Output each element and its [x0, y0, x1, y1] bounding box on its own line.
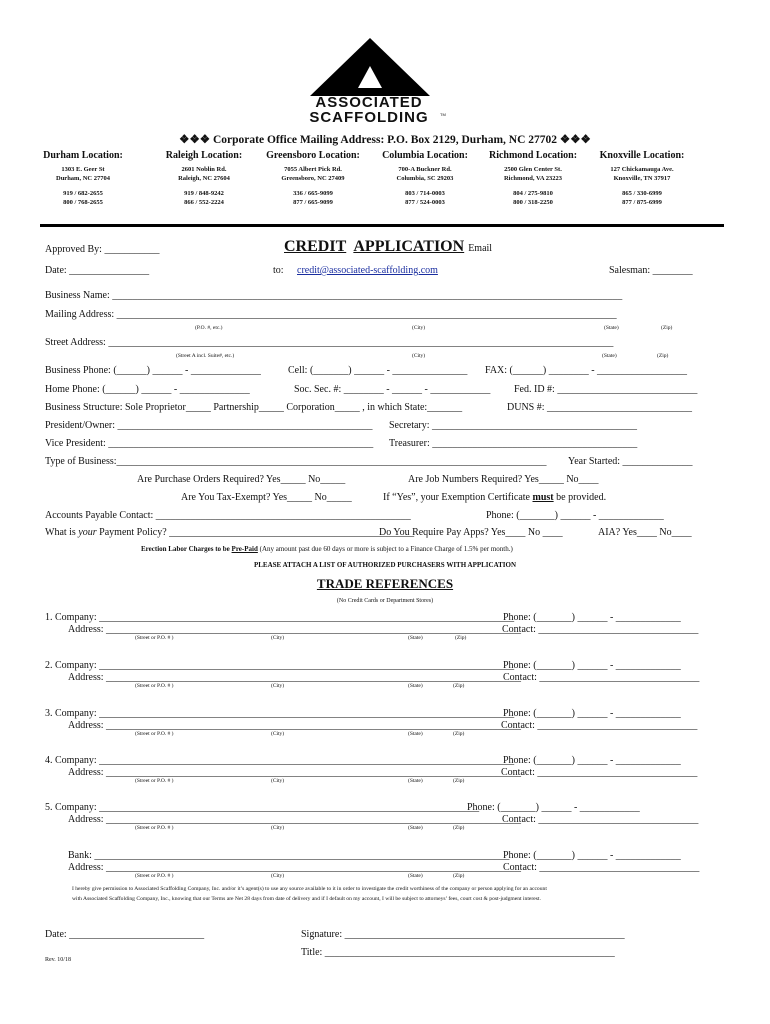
- location-name: Columbia Location:: [382, 150, 468, 161]
- ref-sub-state: (State): [408, 778, 423, 784]
- mailing-address-field[interactable]: Mailing Address: ____________________________________________________________________________________________________: [45, 309, 617, 320]
- email-label: Email: [468, 243, 493, 254]
- sub-street: (Street A incl. Suite#, etc.): [176, 353, 235, 359]
- permission-line-1: I hereby give permission to Associated Scaffolding Company, Inc. and/or it’s agent(s) to use any source available to it in order to investigate the credit worthiness of the company or person applying for an account: [72, 886, 547, 892]
- location-phone2: 877 / 665-9099: [293, 199, 333, 206]
- location-columbia: [369, 150, 481, 207]
- ref-phone-field[interactable]: Phone: (_______) ______ - _____________: [503, 708, 681, 719]
- ref-sub-city: (City): [271, 778, 285, 784]
- ref-sub-city: (City): [271, 873, 285, 879]
- location-greensboro: [257, 150, 369, 207]
- location-address2: Greensboro, NC 27409: [281, 175, 345, 182]
- salesman-field[interactable]: Salesman: ________: [609, 265, 693, 276]
- sub-zip: (Zip): [661, 325, 673, 331]
- business-name-field[interactable]: Business Name: ______________________________________________________________________________________________________: [45, 290, 623, 301]
- ref-sub-state: (State): [408, 825, 423, 831]
- ref-sub-street: (Street or P.O. # ): [135, 825, 174, 831]
- ref-contact-field[interactable]: Contact: ________________________________: [502, 814, 699, 825]
- ref-address-field[interactable]: Address: ___________________________________________________________________________________: [68, 720, 522, 731]
- ref-address-field[interactable]: Address: ___________________________________________________________________________________: [68, 767, 522, 778]
- business-structure-field[interactable]: Business Structure: Sole Proprietor_____ Partnership_____ Corporation_____ , in which State:_______: [45, 402, 463, 413]
- ref-sub-city: (City): [271, 825, 285, 831]
- location-name: Durham Location:: [43, 150, 123, 161]
- exemption-must: must: [532, 492, 554, 503]
- sub-po: (P.O. #, etc.): [195, 325, 223, 331]
- business-phone-field[interactable]: Business Phone: (______) ______ - ______________: [45, 365, 261, 376]
- ref-sub-city: (City): [271, 731, 285, 737]
- permission-line-2: with Associated Scaffolding Company, Inc., knowing that our Terms are Net 28 days from date of delivery and if I default on my account, I will be subject to attorneys’ fees, court cost & post-judgment interest.: [72, 896, 541, 902]
- fed-id-field[interactable]: Fed. ID #: ____________________________: [514, 384, 698, 395]
- erection-post: (Any amount past due 60 days or more is subject to a Finance Charge of 1.5% per month.): [257, 545, 513, 553]
- ref-address-field[interactable]: Address: ___________________________________________________________________________________: [68, 862, 522, 873]
- sub-state: (State): [604, 325, 619, 331]
- logo-line1: ASSOCIATED: [315, 94, 423, 111]
- ref-contact-field[interactable]: Contact: ________________________________: [503, 672, 700, 683]
- location-phone1: 336 / 665-9099: [293, 190, 333, 197]
- ref-phone-field[interactable]: Phone: (_______) ______ - _____________: [503, 755, 681, 766]
- ref-company-field[interactable]: 2. Company: ___________________________________________________________________________________: [45, 660, 515, 671]
- exemption-post: be provided.: [553, 492, 607, 503]
- erection-labor-note: [141, 545, 513, 553]
- home-phone-field[interactable]: Home Phone: (______) ______ - ______________: [45, 384, 250, 395]
- title-field[interactable]: Title: __________________________________________________________: [301, 947, 615, 958]
- location-richmond: [477, 150, 589, 207]
- ref-sub-street: (Street or P.O. # ): [135, 778, 174, 784]
- location-knoxville: [586, 150, 698, 207]
- location-address2: Richmond, VA 23223: [503, 175, 563, 182]
- president-field[interactable]: President/Owner: ___________________________________________________: [45, 420, 373, 431]
- form-title-credit: CREDIT: [284, 238, 347, 255]
- ref-sub-state: (State): [408, 873, 423, 879]
- approved-by-field[interactable]: Approved By: ___________: [45, 244, 160, 255]
- ref-phone-field[interactable]: Phone: (_______) ______ - _____________: [503, 660, 681, 671]
- ref-contact-field[interactable]: Contact: ________________________________: [503, 862, 700, 873]
- ref-sub-state: (State): [408, 683, 423, 689]
- location-phone2: 877 / 875-6999: [622, 199, 662, 206]
- header-divider: [40, 224, 724, 227]
- location-address2: Raleigh, NC 27604: [178, 175, 230, 182]
- location-address1: 2500 Glen Center St.: [504, 166, 562, 173]
- revision-label: Rev. 10/18: [45, 957, 71, 963]
- ref-sub-state: (State): [408, 635, 423, 641]
- ref-sub-zip: (Zip): [455, 635, 467, 641]
- location-raleigh: [148, 150, 260, 207]
- location-phone1: 803 / 714-0003: [405, 190, 445, 197]
- ref-sub-zip: (Zip): [453, 873, 465, 879]
- location-name: Knoxville Location:: [599, 150, 685, 161]
- trade-references-title: TRADE REFERENCES: [316, 576, 454, 591]
- logo-line2: SCAFFOLDING: [309, 109, 429, 126]
- credit-email-link[interactable]: credit@associated-scaffolding.com: [297, 265, 438, 276]
- location-address2: Durham, NC 27704: [56, 175, 110, 182]
- ref-company-field[interactable]: 4. Company: ___________________________________________________________________________________: [45, 755, 515, 766]
- ref-sub-city: (City): [271, 683, 285, 689]
- form-title: [284, 238, 492, 256]
- soc-sec-field[interactable]: Soc. Sec. #: ________ - ______ - ____________: [294, 384, 491, 395]
- location-address1: 127 Chickamauga Ave.: [610, 166, 674, 173]
- bank-field[interactable]: Bank: ___________________________________________________________________________________: [68, 850, 510, 861]
- payment-your: your: [78, 527, 97, 538]
- ref-company-field[interactable]: 1. Company: ___________________________________________________________________________________: [45, 612, 515, 623]
- po-required-field[interactable]: Are Purchase Orders Required? Yes_____ No_____: [137, 474, 346, 485]
- corporate-address: ❖❖❖ Corporate Office Mailing Address: P.O. Box 2129, Durham, NC 27702 ❖❖❖: [179, 134, 591, 146]
- pay-apps-field[interactable]: Do You Require Pay Apps? Yes____ No ____: [379, 527, 563, 538]
- location-address1: 1303 E. Geer St: [61, 166, 105, 173]
- sub-city: (City): [412, 325, 426, 331]
- location-durham: [27, 150, 139, 207]
- ref-sub-zip: (Zip): [453, 683, 465, 689]
- location-phone2: 866 / 552-2224: [184, 199, 224, 206]
- company-logo: [290, 36, 450, 128]
- location-address1: 2601 Noblin Rd.: [181, 166, 227, 173]
- signature-field[interactable]: Signature: ________________________________________________________: [301, 929, 625, 940]
- no-credit-note: (No Credit Cards or Department Stores): [336, 598, 434, 604]
- location-phone2: 877 / 524-0003: [405, 199, 445, 206]
- location-phone1: 865 / 330-6999: [622, 190, 662, 197]
- ref-address-field[interactable]: Address: ___________________________________________________________________________________: [68, 672, 522, 683]
- sub-city: (City): [412, 353, 426, 359]
- ref-sub-city: (City): [271, 635, 285, 641]
- location-address2: Columbia, SC 29203: [396, 175, 454, 182]
- ref-company-field[interactable]: 3. Company: ___________________________________________________________________________________: [45, 708, 515, 719]
- exemption-pre: If “Yes”, your Exemption Certificate: [383, 492, 533, 503]
- ref-sub-zip: (Zip): [453, 778, 465, 784]
- payment-pre: What is: [45, 527, 79, 538]
- ref-address-field[interactable]: Address: ___________________________________________________________________________________: [68, 624, 522, 635]
- ref-contact-field[interactable]: Contact: ________________________________: [501, 720, 698, 731]
- location-address1: 7055 Albert Pick Rd.: [284, 166, 342, 173]
- ap-contact-field[interactable]: Accounts Payable Contact: ___________________________________________________: [45, 510, 411, 521]
- erection-prepaid: Pre-Paid: [231, 545, 258, 553]
- type-of-business-field[interactable]: Type of Business:______________________________________________________________________________________: [45, 456, 547, 467]
- attach-note: PLEASE ATTACH A LIST OF AUTHORIZED PURCHASERS WITH APPLICATION: [253, 561, 517, 569]
- location-phone2: 800 / 768-2655: [63, 199, 103, 206]
- location-name: Raleigh Location:: [165, 150, 243, 161]
- ref-phone-field[interactable]: Phone: (_______) ______ - ____________: [467, 802, 640, 813]
- date-field[interactable]: Date: ________________: [45, 265, 150, 276]
- duns-field[interactable]: DUNS #: _____________________________: [507, 402, 693, 413]
- location-name: Richmond Location:: [488, 150, 578, 161]
- ref-contact-field[interactable]: Contact: ________________________________: [502, 624, 699, 635]
- street-address-field[interactable]: Street Address: _____________________________________________________________________________________________________: [45, 337, 614, 348]
- ref-sub-zip: (Zip): [453, 825, 465, 831]
- ref-contact-field[interactable]: Contact: ________________________________: [501, 767, 698, 778]
- footer-date-field[interactable]: Date: ___________________________: [45, 929, 205, 940]
- payment-policy-field[interactable]: [45, 527, 414, 538]
- secretary-field[interactable]: Secretary: _________________________________________: [389, 420, 638, 431]
- location-phone1: 804 / 275-9810: [513, 190, 553, 197]
- ap-phone-field[interactable]: Phone: (_______) ______ - _____________: [486, 510, 664, 521]
- aia-field[interactable]: AIA? Yes____ No____: [598, 527, 692, 538]
- year-started-field[interactable]: Year Started: ______________: [568, 456, 693, 467]
- location-phone1: 919 / 848-9242: [184, 190, 224, 197]
- payment-post: Payment Policy? _________________________________________________: [96, 527, 415, 538]
- sub-state: (State): [602, 353, 617, 359]
- location-phone1: 919 / 682-2655: [63, 190, 103, 197]
- logo-a-mark: [290, 36, 450, 96]
- ref-sub-street: (Street or P.O. # ): [135, 635, 174, 641]
- ref-sub-street: (Street or P.O. # ): [135, 683, 174, 689]
- location-address2: Knoxville, TN 37917: [613, 175, 671, 182]
- ref-address-field[interactable]: Address: ___________________________________________________________________________________: [68, 814, 522, 825]
- logo-tm: TM: [440, 112, 446, 117]
- cell-field[interactable]: Cell: (_______) ______ - _______________: [288, 365, 468, 376]
- erection-pre: Erection Labor Charges to be: [141, 545, 232, 553]
- vice-president-field[interactable]: Vice President: _____________________________________________________: [45, 438, 374, 449]
- ref-sub-zip: (Zip): [453, 731, 465, 737]
- ref-phone-field[interactable]: Phone: (_______) ______ - _____________: [503, 612, 681, 623]
- sub-zip: (Zip): [657, 353, 669, 359]
- form-title-application: APPLICATION: [353, 238, 465, 255]
- job-numbers-field[interactable]: Are Job Numbers Required? Yes_____ No____: [408, 474, 599, 485]
- treasurer-field[interactable]: Treasurer: _________________________________________: [389, 438, 638, 449]
- ref-company-field[interactable]: 5. Company: ____________________________________________________________________________: [45, 802, 480, 813]
- to-label: to:: [273, 265, 284, 276]
- location-phone2: 800 / 318-2250: [513, 199, 553, 206]
- ref-sub-state: (State): [408, 731, 423, 737]
- location-name: Greensboro Location:: [266, 150, 360, 161]
- exemption-note: [383, 492, 606, 503]
- fax-field[interactable]: FAX: (______) ________ - __________________: [485, 365, 688, 376]
- location-address1: 700-A Buckner Rd.: [398, 166, 452, 173]
- ref-phone-field[interactable]: Phone: (_______) ______ - _____________: [503, 850, 681, 861]
- tax-exempt-field[interactable]: Are You Tax-Exempt? Yes_____ No_____: [181, 492, 352, 503]
- ref-sub-street: (Street or P.O. # ): [135, 731, 174, 737]
- ref-sub-street: (Street or P.O. # ): [135, 873, 174, 879]
